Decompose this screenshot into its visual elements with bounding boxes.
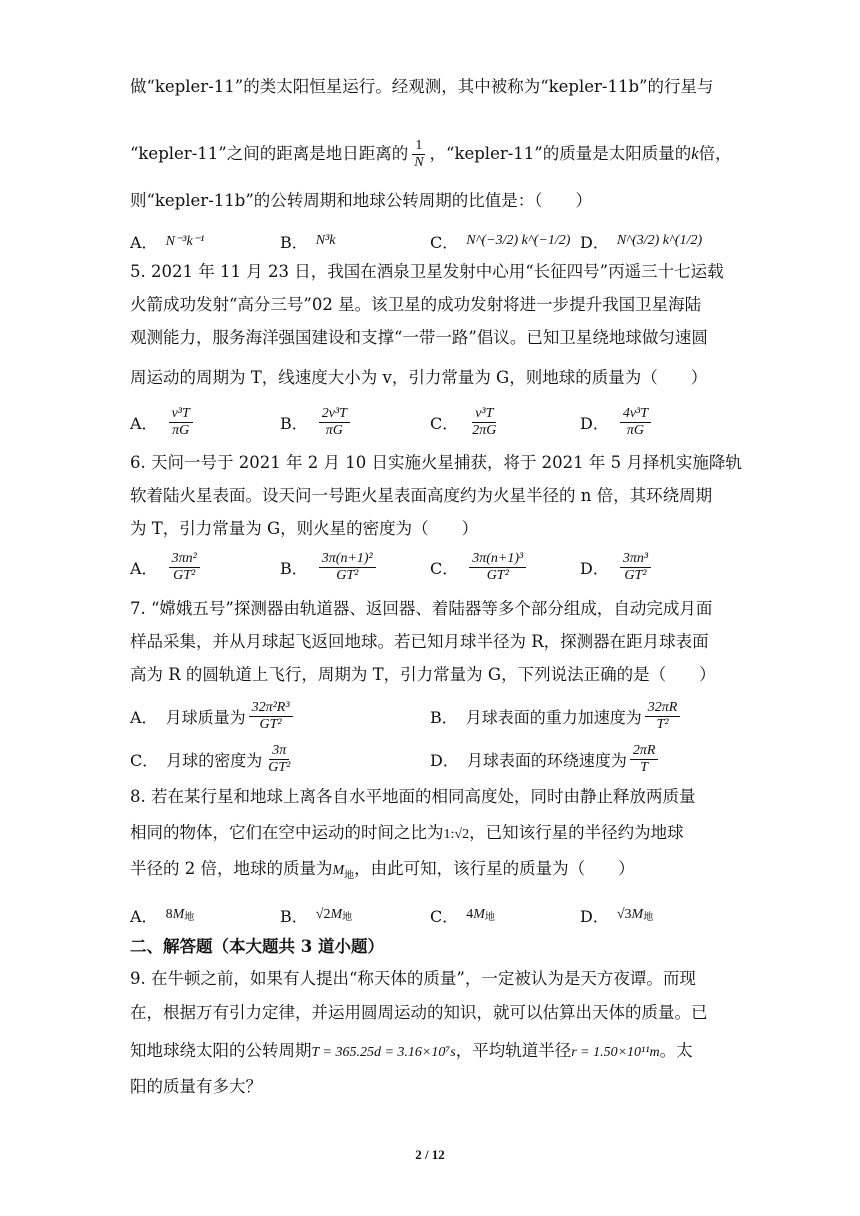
q4-line-1: 做“kepler-11”的类太阳恒星运行。经观测，其中被称为“kepler-11b”的行星与 [130,77,714,96]
q5-line-4: 周运动的周期为 T，线速度大小为 v，引力常量为 G，则地球的质量为（ ） [130,368,708,387]
q7-line-3: 高为 R 的圆轨道上飞行，周期为 T，引力常量为 G，下列说法正确的是（ ） [130,665,716,684]
q4-line-3: 则“kepler-11b”的公转周期和地球公转周期的比值是：（ ） [130,191,593,210]
q5-option-d[interactable]: D． $\frac{\text{4v³T}}{\pi G}$ [580,405,654,439]
section-heading: 二、解答题（本大题共 3 道小题） [130,937,384,956]
q6-option-b[interactable]: B． $\frac{\text{3π(n+1)²}}{\text{GT²}}$ [280,550,379,584]
q8-option-a[interactable]: A． 8 M 地 [130,906,195,926]
q8-option-d[interactable]: D． √3 M 地 [580,906,654,926]
q7-line-2: 样品采集，并从月球起飞返回地球。若已知月球半径为 R，探测器在距月球表面 [130,632,709,651]
q7-option-d[interactable]: D． 月球表面的环绕速度为 $\frac{2\pi R}{T}$ [430,740,661,778]
q5-option-a[interactable]: A． $\frac{\text{v³T}}{\pi G}$ [130,405,196,439]
q4-option-a[interactable]: A． N⁻³k⁻¹ [130,232,205,252]
q6-line-2: 软着陆火星表面。设天问一号距火星表面高度约为火星半径的 n 倍，其环绕周期 [130,486,713,505]
q7-options-row-1 [130,697,730,735]
q7-line-1: 7. “嫦娥五号”探测器由轨道器、返回器、着陆器等多个部分组成，自动完成月面 [130,599,713,618]
q5-option-c[interactable]: C． $\frac{\text{v³T}}{2\pi G}$ [430,405,497,438]
q6-line-1: 6. 天问一号于 2021 年 2 月 10 日实施火星捕获，将于 2021 年 5 月择机实施降轨 [130,453,742,472]
q8-option-c[interactable]: C． 4 M 地 [430,906,495,926]
q7-option-a[interactable]: A． 月球质量为 $\frac{\text{32π²R³}}{\text{GT²}}$ [130,697,296,735]
q5-line-1: 5. 2021 年 11 月 23 日，我国在酒泉卫星发射中心用“长征四号”丙遥三十七运载 [130,262,724,281]
q8-options [130,900,730,930]
q6-line-3: 为 T，引力常量为 G，则火星的密度为（ ） [130,519,479,538]
q7-option-b[interactable]: B． 月球表面的重力加速度为 $\frac{32\pi R}{\text{T²}}$ [430,697,683,735]
q4-line-2: “kepler-11”之间的距离是地日距离的 $\frac{1}{N}$ ，“kepler-11”的质量是太阳质量的k倍， [130,138,732,170]
q8-line-1: 8. 若在某行星和地球上离各自水平地面的相同高度处，同时由静止释放两质量 [130,787,696,806]
q9-line-4: 阳的质量有多大？ [130,1077,262,1096]
q4-options [130,226,730,256]
q4-fraction: $\frac{1}{N}$ [414,138,424,170]
q8-line-3: 半径的 2 倍，地球的质量为$M_地$，由此可知，该行星的质量为（ ） [130,859,635,882]
q6-options [130,550,730,584]
q7-options-row-2 [130,740,730,778]
q5-line-3: 观测能力，服务海洋强国建设和支撑“一带一路”倡议。已知卫星绕地球做匀速圆 [130,328,708,347]
q6-option-c[interactable]: C． $\frac{\text{3π(n+1)³}}{\text{GT²}}$ [430,550,529,584]
q6-option-d[interactable]: D． $\frac{\text{3πn³}}{\text{GT²}}$ [580,550,654,584]
q4-option-c[interactable]: C． N^(−3/2) k^(−1/2) [430,232,571,252]
q4-option-b[interactable]: B． N³k [280,232,336,252]
q5-options [130,405,730,439]
q9-line-3: 知地球绕太阳的公转周期T = 365.25d = 3.16×10⁷s，平均轨道半径r = 1.50×10¹¹m。太 [130,1041,693,1060]
q4-option-d[interactable]: D． N^(3/2) k^(1/2) [580,232,703,252]
page-number: 2 / 12 [415,1147,445,1162]
q9-line-2: 在，根据万有引力定律，并运用圆周运动的知识，就可以估算出天体的质量。已 [130,1003,708,1022]
q8-line-2: 相同的物体，它们在空中运动的时间之比为1:√2，已知该行星的半径约为地球 [130,823,684,842]
q5-line-2: 火箭成功发射“高分三号”02 星。该卫星的成功发射将进一步提升我国卫星海陆 [130,295,702,314]
q8-option-b[interactable]: B． √2 M 地 [280,906,353,926]
q7-option-c[interactable]: C． 月球的密度为 $\frac{3\pi}{\text{GT²}}$ [130,742,291,775]
q6-option-a[interactable]: A． $\frac{\text{3πn²}}{\text{GT²}}$ [130,550,203,584]
q5-option-b[interactable]: B． $\frac{\text{2v³T}}{\pi G}$ [280,405,353,439]
q9-line-1: 9. 在牛顿之前，如果有人提出“称天体的质量”，一定被认为是天方夜谭。而现 [130,969,696,988]
